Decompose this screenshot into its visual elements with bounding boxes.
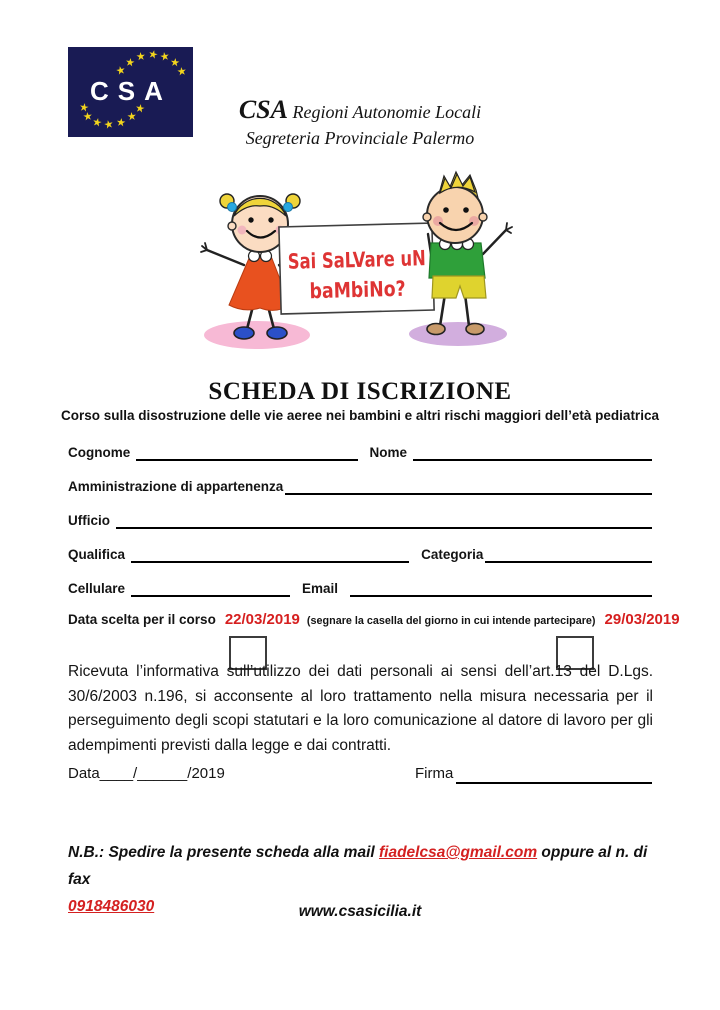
sign-text-line2: baMbiNo? [309,276,427,304]
euro-star-icon: ★ [102,118,115,132]
amministrazione-label: Amministrazione di appartenenza [68,479,284,494]
categoria-line[interactable] [485,546,652,563]
euro-star-icon: ★ [78,101,90,115]
page-subtitle: Corso sulla disostruzione delle vie aeree nei bambini e altri rischi maggiori dell’età pediatrica [61,408,659,423]
euro-star-icon: ★ [146,47,160,63]
firma-label: Firma [415,765,454,782]
boy-shadow [409,322,507,346]
amministrazione-line[interactable] [285,478,652,495]
email-link[interactable]: fiadelcsa@gmail.com [378,844,538,861]
euro-star-icon: ★ [169,56,181,70]
org-name-line [160,97,560,126]
girl-shadow [204,321,310,349]
date-fill-line[interactable]: Data____/______/2019 [68,765,225,782]
sign-text-line1: Sai SaLVare uN [287,245,466,274]
row-signature [68,765,652,785]
cognome-line[interactable] [136,444,357,461]
euro-star-icon: ★ [134,102,146,116]
csa-logo-text: CSA [90,76,172,106]
children-sign-illustration [197,168,517,350]
euro-star-icon: ★ [90,116,104,130]
nome-line[interactable] [413,444,652,461]
euro-star-icon: ★ [158,50,171,64]
row-ufficio [68,512,652,529]
row-course-date [68,611,680,628]
cognome-label: Cognome [68,445,131,460]
org-name: Regioni Autonomie Locali [288,102,482,122]
privacy-consent-text: Ricevuta l’informativa sull’utilizzo dei dati personali ai sensi dell’art.13 del D.Lgs. 30/6/2003 n.196, si acconsente al loro trattamento nella misura necessaria per il perseguimento degli scopi statutari e la loro comunicazione al datore di lavoro per gli adempimenti previsti dalla legge e dai contratti. [68,663,653,754]
org-subline: Segreteria Provinciale Palermo [245,128,475,148]
cellulare-label: Cellulare [68,581,126,596]
euro-star-icon: ★ [82,110,94,124]
row-cellulare-email [68,580,652,597]
cellulare-line[interactable] [131,580,290,597]
row-qualifica-categoria [68,546,652,563]
sign-board [279,223,466,314]
qualifica-label: Qualifica [68,547,126,562]
course-date-1: 22/03/2019 [224,611,300,628]
euro-star-icon: ★ [124,56,136,70]
email-line[interactable] [350,580,652,597]
nb-prefix: N.B.: Spedire la presente scheda alla mail [68,844,379,861]
row-cognome-nome [68,444,652,461]
letterhead [160,97,560,151]
email-label: Email [301,581,338,596]
page-title: SCHEDA DI ISCRIZIONE [208,378,512,405]
ufficio-label: Ufficio [68,513,110,528]
course-date-2: 29/03/2019 [604,611,680,628]
course-date-label: Data scelta per il corso [68,612,216,627]
course-date-note: (segnare la casella del giorno in cui intende partecipare) [306,615,596,627]
euro-star-icon: ★ [135,50,147,64]
categoria-label: Categoria [421,547,484,562]
ufficio-line[interactable] [116,512,652,529]
fax-number-link[interactable]: 0918486030 [68,898,155,915]
nb-suffix: oppure al n. di fax [68,844,648,888]
nome-label: Nome [369,445,408,460]
euro-star-icon: ★ [115,116,127,130]
website-url: www.csasicilia.it [298,903,422,920]
row-amministrazione [68,478,652,495]
qualifica-line[interactable] [131,546,409,563]
euro-star-icon: ★ [176,65,188,79]
firma-line[interactable] [456,765,652,784]
org-abbr: CSA [238,95,288,124]
boy-figure [423,172,512,335]
euro-star-icon: ★ [126,110,138,124]
euro-star-icon: ★ [114,64,127,78]
